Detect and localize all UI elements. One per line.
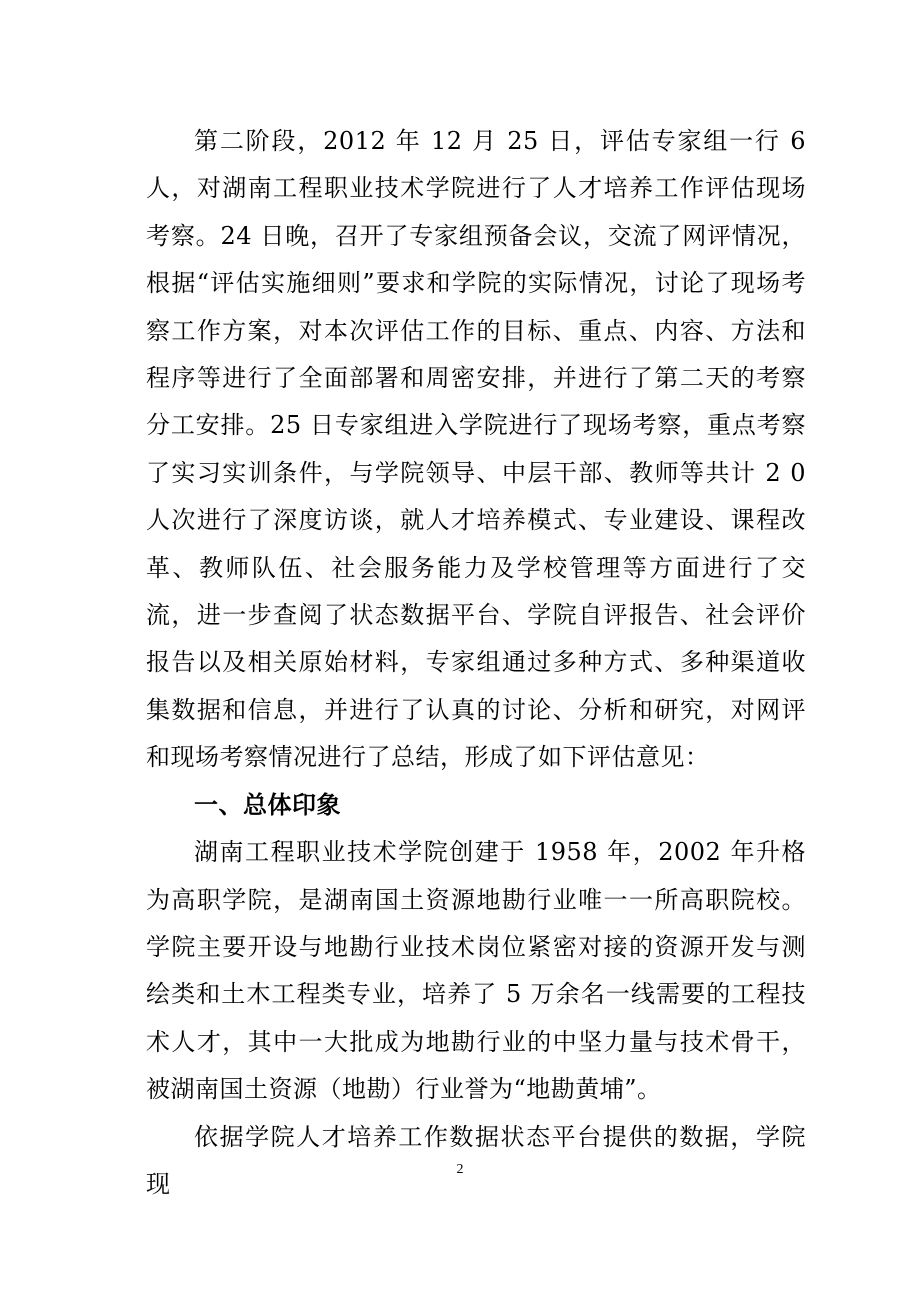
document-body bbox=[146, 118, 806, 1208]
section-heading: 一、总体印象 bbox=[194, 790, 341, 819]
paragraph-review-stage: 第二阶段，2012 年 12 月 25 日，评估专家组一行 6 人，对湖南工程职业技术学院进行了人才培养工作评估现场考察。24 日晚，召开了专家组预备会议，交流了网评情况，根据“评估实施细则”要求和学院的实际情况，讨论了现场考察工作方案，对本次评估工作的目标、重点、内容、方法和程序等进行了全面部署和周密安排，并进行了第二天的考察分工安排。25 日专家组进入学院进行了现场考察，重点考察了实习实训条件，与学院领导、中层干部、教师等共计 2 0 人次进行了深度访谈，就人才培养模式、专业建设、课程改革、教师队伍、社会服务能力及学校管理等方面进行了交流，进一步查阅了状态数据平台、学院自评报告、社会评价报告以及相关原始材料，专家组通过多种方式、多种渠道收集数据和信息，并进行了认真的讨论、分析和研究，对网评和现场考察情况进行了总结，形成了如下评估意见： bbox=[146, 127, 806, 772]
paragraph-data-platform: 依据学院人才培养工作数据状态平台提供的数据，学院现 bbox=[146, 1122, 806, 1198]
page-number: 2 bbox=[456, 1162, 464, 1177]
paragraph-college-intro: 湖南工程职业技术学院创建于 1958 年，2002 年升格为高职学院，是湖南国土资源地勘行业唯一一所高职院校。学院主要开设与地勘行业技术岗位紧密对接的资源开发与测绘类和土木工程类专业，培养了 5 万余名一线需要的工程技术人才，其中一大批成为地勘行业的中坚力量与技术骨干，被湖南国土资源（地勘）行业誉为“地勘黄埔”。 bbox=[146, 838, 806, 1104]
